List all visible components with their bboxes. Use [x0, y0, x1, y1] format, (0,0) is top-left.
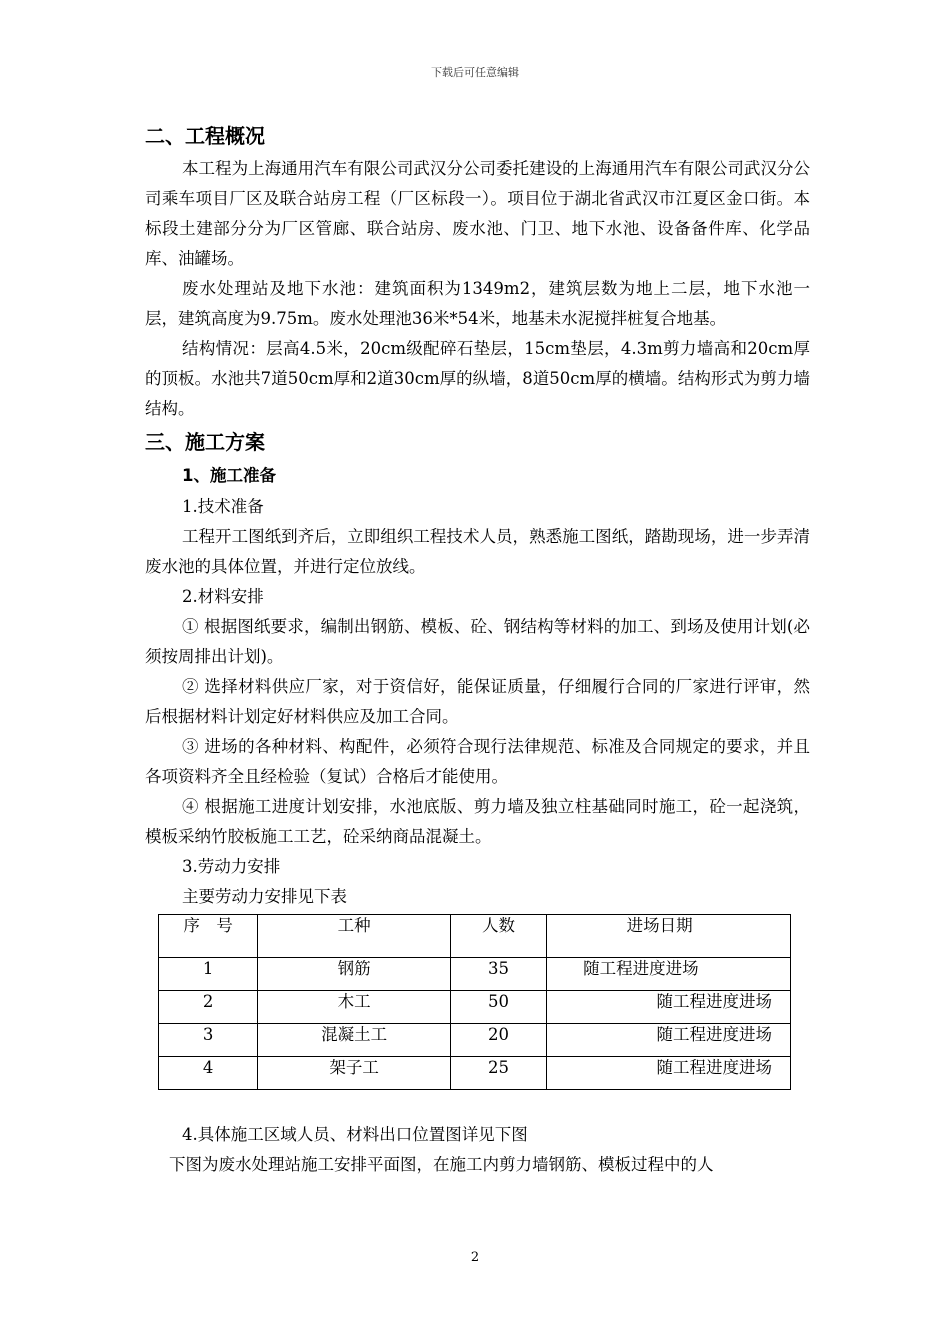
table-cell: 混凝土工 [258, 1024, 451, 1057]
table-row [159, 1057, 791, 1090]
table-row [159, 1024, 791, 1057]
material-item: ① 根据图纸要求，编制出钢筋、模板、砼、钢结构等材料的加工、到场及使用计划(必须按周排出计划)。 [145, 617, 810, 666]
material-title: 2.材料安排 [182, 587, 264, 606]
subsection-title-prep: 1、施工准备 [182, 466, 276, 485]
table-cell: 木工 [258, 991, 451, 1024]
table-cell: 随工程进度进场 [547, 1057, 791, 1090]
overview-paragraph: 本工程为上海通用汽车有限公司武汉分公司委托建设的上海通用汽车有限公司武汉分公司乘车项目厂区及联合站房工程（厂区标段一）。项目位于湖北省武汉市江夏区金口街。本标段土建部分分为厂区管廊、联合站房、废水池、门卫、地下水池、设备备件库、化学品库、油罐场。 [145, 159, 810, 268]
table-cell: 架子工 [258, 1057, 451, 1090]
table-header-row [159, 915, 791, 958]
tech-prep-title: 1.技术准备 [182, 497, 264, 516]
table-cell: 随工程进度进场 [547, 1024, 791, 1057]
table-cell: 50 [450, 991, 546, 1024]
table-cell: 25 [450, 1057, 546, 1090]
spacer [145, 1090, 810, 1120]
material-item: ③ 进场的各种材料、构配件，必须符合现行法律规范、标准及合同规定的要求，并且各项资料齐全且经检验（复试）合格后才能使用。 [145, 737, 810, 786]
table-cell: 随工程进度进场 [547, 958, 791, 991]
table-cell: 2 [159, 991, 258, 1024]
table-cell: 钢筋 [258, 958, 451, 991]
labor-intro: 主要劳动力安排见下表 [182, 887, 347, 906]
overview-paragraph: 结构情况：层高4.5米，20cm级配碎石垫层，15cm垫层，4.3m剪力墙高和20cm厚的顶板。水池共7道50cm厚和2道30cm厚的纵墙，8道50cm厚的横墙。结构形式为剪力墙结构。 [145, 339, 810, 418]
table-row [159, 991, 791, 1024]
header-note: 下载后可任意编辑 [431, 66, 519, 79]
table-cell: 35 [450, 958, 546, 991]
header-cell: 进场日期 [547, 915, 791, 958]
material-item: ② 选择材料供应厂家，对于资信好，能保证质量，仔细履行合同的厂家进行评审，然后根据材料计划定好材料供应及加工合同。 [145, 677, 810, 726]
table-cell: 3 [159, 1024, 258, 1057]
tech-prep-text: 工程开工图纸到齐后，立即组织工程技术人员，熟悉施工图纸，踏勘现场，进一步弄清废水池的具体位置，并进行定位放线。 [145, 527, 810, 576]
page-number: 2 [470, 1250, 480, 1265]
table-cell: 1 [159, 958, 258, 991]
section-title-plan: 三、施工方案 [145, 430, 265, 454]
header-cell: 人数 [450, 915, 546, 958]
table-row [159, 958, 791, 991]
labor-table [158, 914, 791, 1090]
table-cell: 4 [159, 1057, 258, 1090]
table-cell: 20 [450, 1024, 546, 1057]
area-title: 4.具体施工区域人员、材料出口位置图详见下图 [182, 1125, 528, 1144]
labor-title: 3.劳动力安排 [182, 857, 281, 876]
header-cell: 序 号 [159, 915, 258, 958]
area-text: 下图为废水处理站施工安排平面图，在施工内剪力墙钢筋、模板过程中的人 [169, 1155, 714, 1174]
table-cell: 随工程进度进场 [547, 991, 791, 1024]
document-body [145, 118, 810, 1180]
header-cell: 工种 [258, 915, 451, 958]
material-item: ④ 根据施工进度计划安排，水池底版、剪力墙及独立柱基础同时施工，砼一起浇筑，模板采纳竹胶板施工工艺，砼采纳商品混凝土。 [145, 797, 810, 846]
section-title-overview: 二、工程概况 [145, 124, 265, 148]
overview-paragraph: 废水处理站及地下水池：建筑面积为1349m2，建筑层数为地上二层，地下水池一层，建筑高度为9.75m。废水处理池36米*54米，地基未水泥搅拌桩复合地基。 [145, 279, 810, 328]
